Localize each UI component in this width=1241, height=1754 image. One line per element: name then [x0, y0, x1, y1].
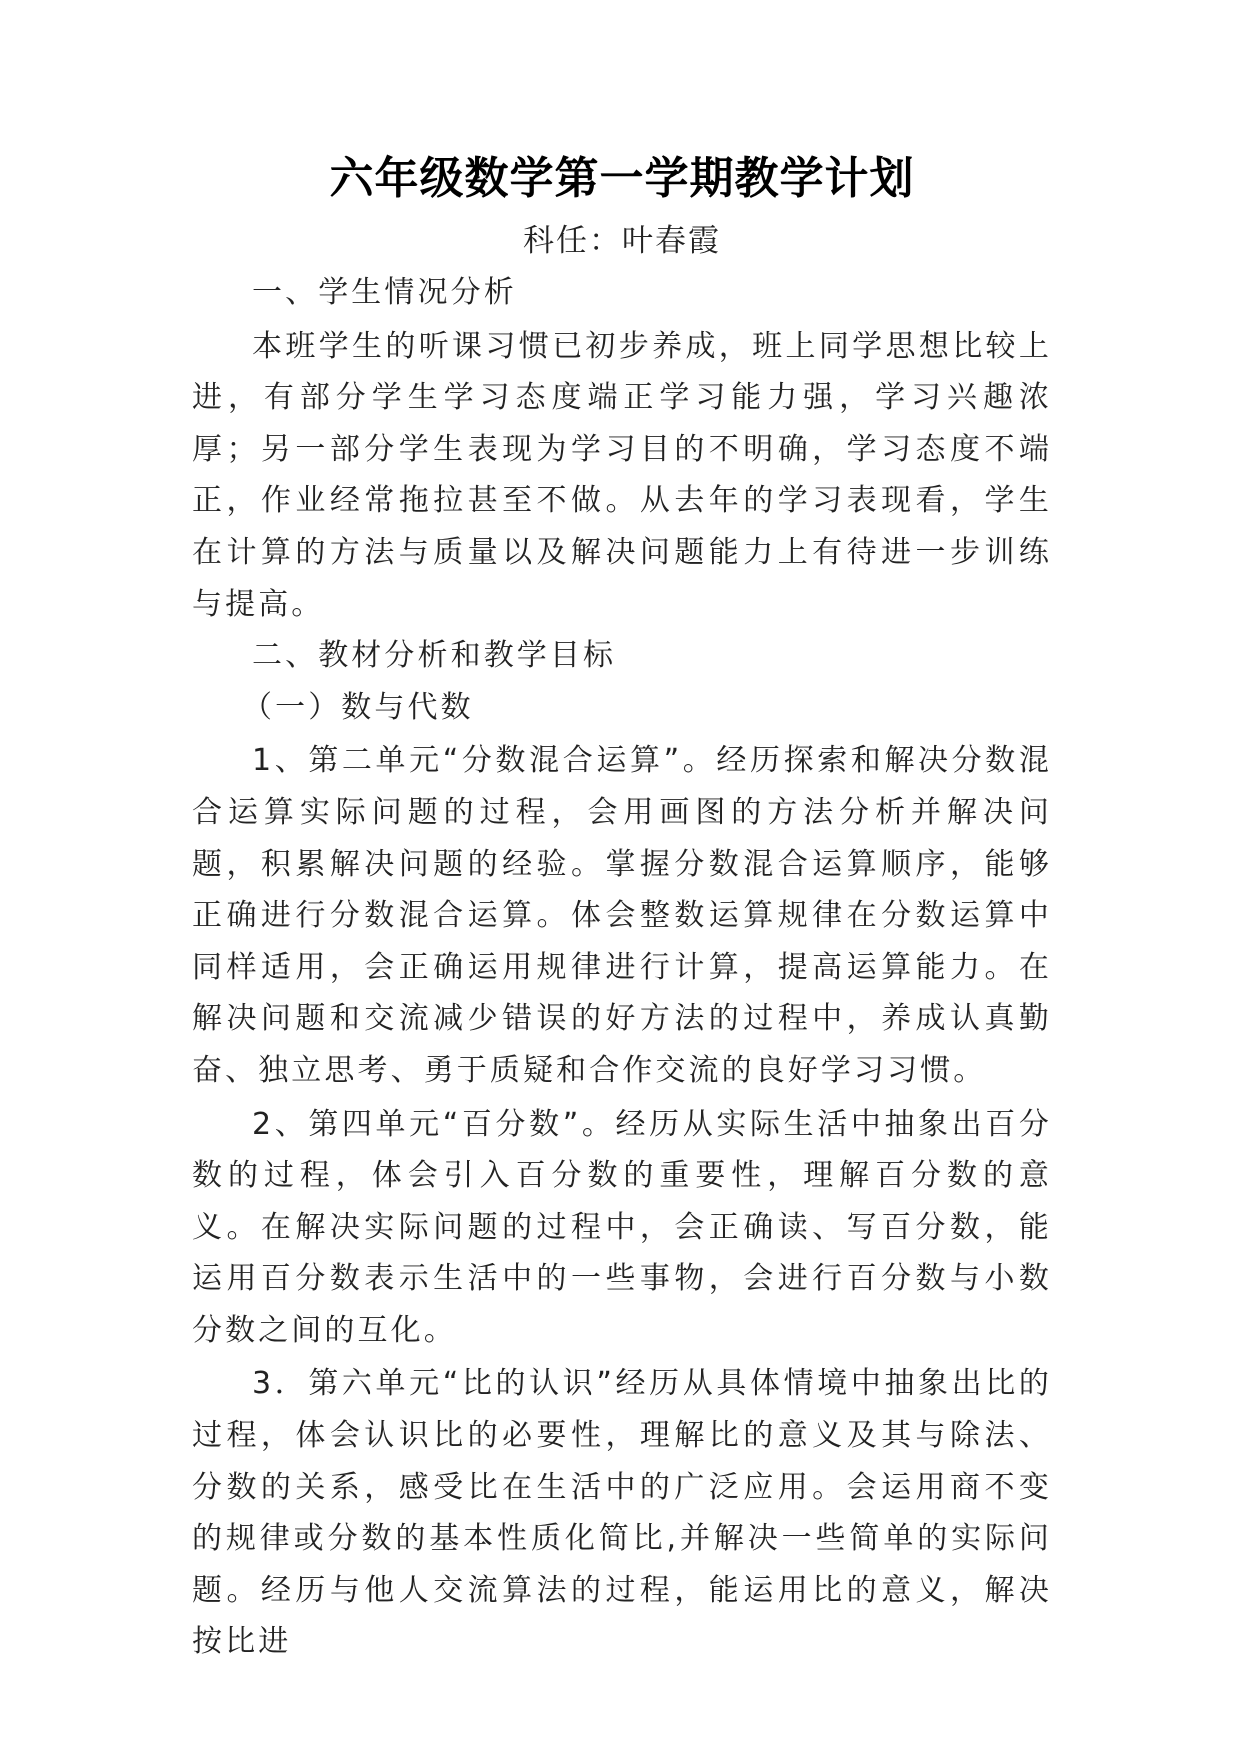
document-title: 六年级数学第一学期教学计划	[329, 153, 915, 204]
document-author: 科任：叶春霞	[523, 223, 721, 259]
paragraph-unit-2-fractions: 1、第二单元“分数混合运算”。经历探索和解决分数混合运算实际问题的过程，会用画图的方法分析并解决问题，积累解决问题的经验。掌握分数混合运算顺序，能够正确进行分数混合运算。体会整数运算规律在分数运算中同样适用，会正确运用规律进行计算，提高运算能力。在解决问题和交流减少错误的好方法的过程中，养成认真勤奋、独立思考、勇于质疑和合作交流的良好学习习惯。	[192, 743, 1052, 1088]
paragraph-unit-6-ratio: 3．第六单元“比的认识”经历从具体情境中抽象出比的过程，体会认识比的必要性，理解比的意义及其与除法、分数的关系，感受比在生活中的广泛应用。会运用商不变的规律或分数的基本性质化简比,并解决一些简单的实际问题。经历与他人交流算法的过程，能运用比的意义，解决按比进	[192, 1366, 1052, 1660]
paragraph-student-analysis: 本班学生的听课习惯已初步养成，班上同学思想比较上进，有部分学生学习态度端正学习能力强，学习兴趣浓厚；另一部分学生表现为学习目的不明确，学习态度不端正，作业经常拖拉甚至不做。从去年的学习表现看，学生在计算的方法与质量以及解决问题能力上有待进一步训练与提高。	[192, 328, 1052, 622]
subheading-numbers-algebra: （一）数与代数	[242, 689, 474, 725]
section-heading-textbook-analysis: 二、教材分析和教学目标	[252, 638, 617, 674]
section-heading-student-analysis: 一、学生情况分析	[252, 275, 517, 310]
document-content	[192, 143, 1052, 1668]
paragraph-unit-4-percent: 2、第四单元“百分数”。经历从实际生活中抽象出百分数的过程，体会引入百分数的重要性，理解百分数的意义。在解决实际问题的过程中，会正确读、写百分数，能运用百分数表示生活中的一些事物，会进行百分数与小数分数之间的互化。	[192, 1106, 1052, 1348]
